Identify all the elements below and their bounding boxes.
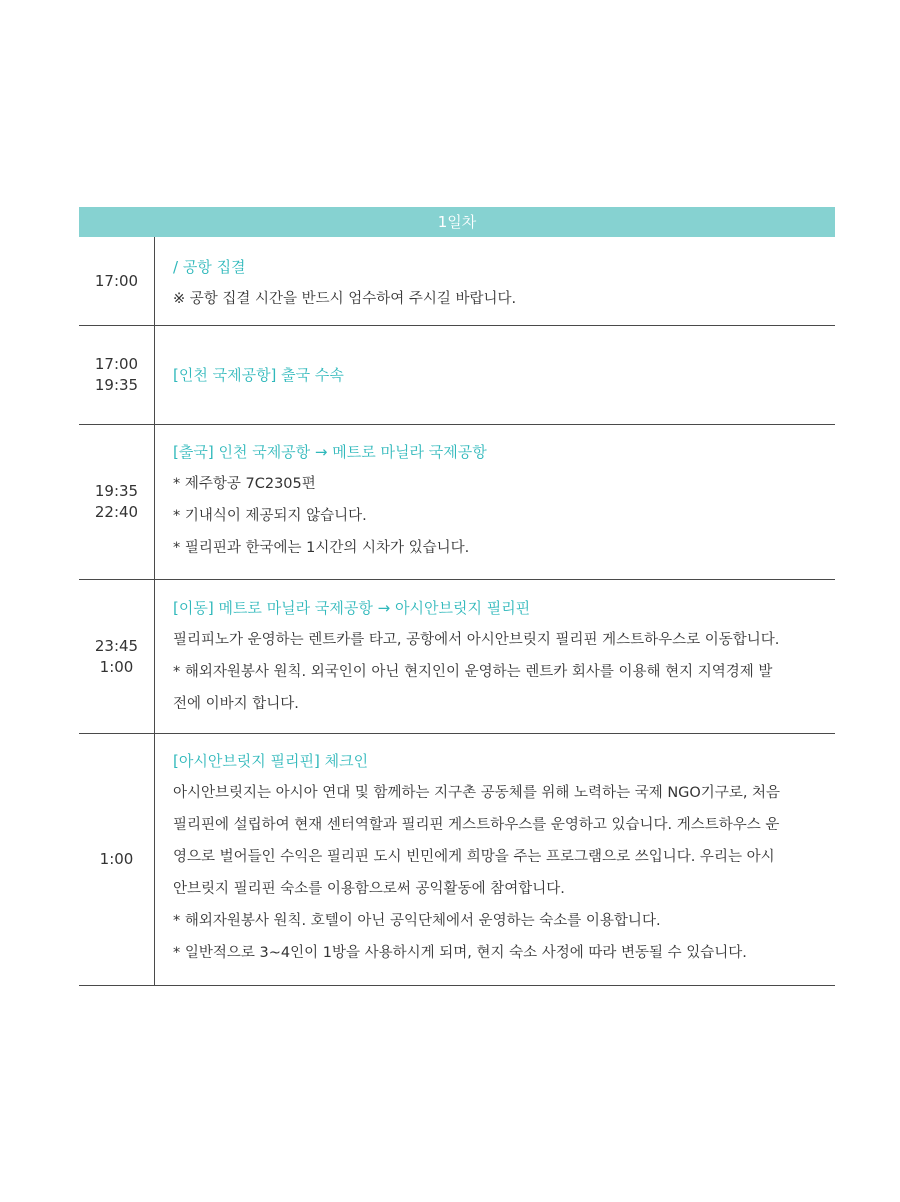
time-cell [79,580,155,733]
row-note: 영으로 벌어들인 수익은 필리핀 도시 빈민에게 희망을 주는 프로그램으로 쓰입니다. 우리는 아시 [173,849,775,865]
row-note: 필리핀에 설립하여 현재 센터역할과 필리핀 게스트하우스를 운영하고 있습니다. 게스트하우스 운 [173,817,780,833]
schedule-row-checkin [79,734,835,986]
row-note: 아시안브릿지는 아시아 연대 및 함께하는 지구촌 공동체를 위해 노력하는 국제 NGO기구로, 처음 [173,785,781,801]
content-cell [155,425,835,579]
schedule-row-flight [79,425,835,580]
row-note: 필리피노가 운영하는 렌트카를 타고, 공항에서 아시안브릿지 필리핀 게스트하우스로 이동합니다. [173,632,780,648]
time-end: 1:00 [99,657,134,676]
schedule-table [79,207,835,986]
content-cell [155,237,835,325]
time-end: 22:40 [94,503,139,521]
day-header: 1일차 [79,207,835,237]
row-note: * 필리핀과 한국에는 1시간의 시차가 있습니다. [173,540,470,556]
schedule-row-airport-meeting [79,237,835,326]
row-note: * 해외자원봉사 원칙. 호텔이 아닌 공익단체에서 운영하는 숙소를 이용합니다. [173,913,661,929]
time-start: 17:00 [94,355,139,373]
row-title: [인천 국제공항] 출국 수속 [173,366,344,384]
row-note: * 제주항공 7C2305편 [173,476,316,492]
time-start: 23:45 [94,636,139,655]
time-cell [79,734,155,985]
time-cell [79,425,155,579]
time-cell [79,326,155,424]
row-title: [이동] 메트로 마닐라 국제공항 → 아시안브릿지 필리핀 [173,599,531,617]
content-cell [155,580,835,733]
content-cell [155,734,835,985]
row-title: / 공항 집결 [173,258,246,276]
row-title: [출국] 인천 국제공항 → 메트로 마닐라 국제공항 [173,443,487,461]
time-end: 19:35 [94,376,139,394]
schedule-row-departure-procedure [79,326,835,425]
row-note: * 기내식이 제공되지 않습니다. [173,508,367,524]
row-note: 안브릿지 필리핀 숙소를 이용함으로써 공익활동에 참여합니다. [173,881,565,897]
row-note: 전에 이바지 합니다. [173,696,299,712]
time-cell [79,237,155,325]
row-title: [아시안브릿지 필리핀] 체크인 [173,752,369,770]
row-note: ※ 공항 집결 시간을 반드시 엄수하여 주시길 바랍니다. [173,291,517,307]
row-note: * 일반적으로 3~4인이 1방을 사용하시게 되며, 현지 숙소 사정에 따라 변동될 수 있습니다. [173,945,747,961]
row-note: * 해외자원봉사 원칙. 외국인이 아닌 현지인이 운영하는 렌트카 회사를 이용해 현지 지역경제 발 [173,664,773,680]
time-start: 1:00 [99,850,134,868]
time-start: 19:35 [94,482,139,500]
content-cell [155,326,835,424]
schedule-row-transfer [79,580,835,734]
time-start: 17:00 [94,271,139,290]
